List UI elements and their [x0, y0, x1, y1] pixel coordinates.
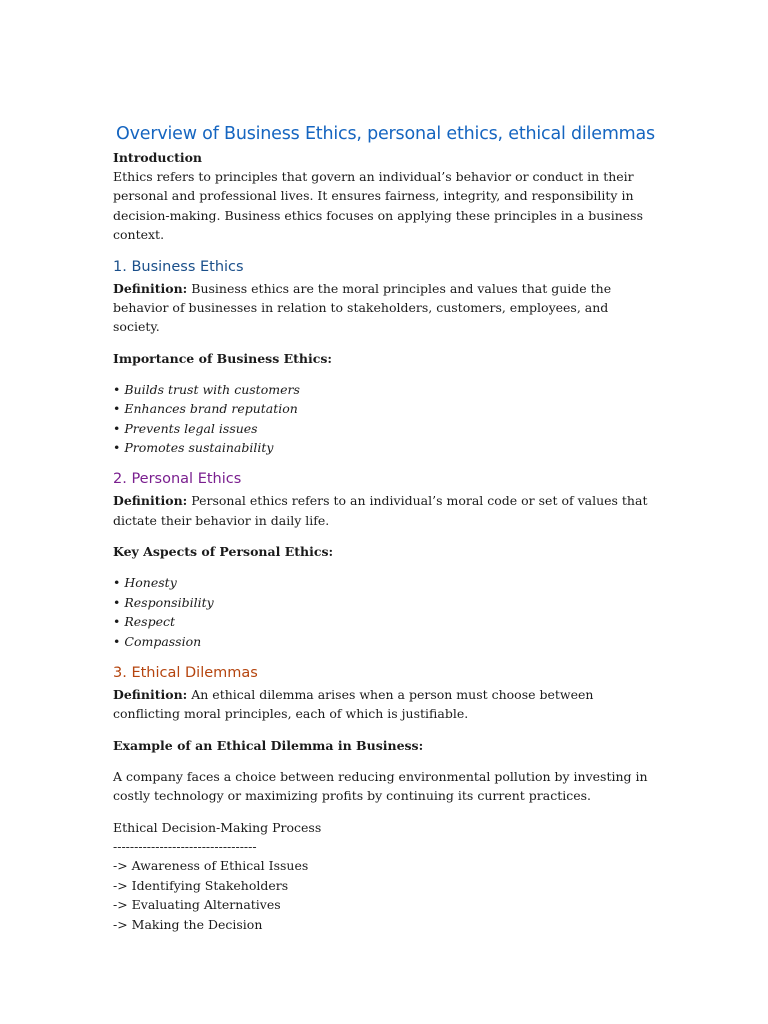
- list-item: [113, 573, 658, 592]
- list-item-text: Compassion: [124, 633, 202, 649]
- process-step: -> Awareness of Ethical Issues: [113, 858, 309, 874]
- document-title: Overview of Business Ethics, personal ethics, ethical dilemmas: [116, 124, 655, 144]
- process-divider: ----------------------------------: [113, 838, 257, 854]
- bullet-icon: •: [113, 614, 121, 630]
- personal-ethics-definition: [113, 491, 658, 530]
- list-item: [113, 593, 658, 612]
- bullet-icon: •: [113, 381, 121, 397]
- personal-ethics-list: [113, 573, 658, 651]
- list-item-text: Respect: [124, 614, 176, 630]
- process-step: -> Identifying Stakeholders: [113, 877, 289, 893]
- list-item-text: Promotes sustainability: [124, 440, 274, 456]
- business-ethics-list: [113, 380, 658, 458]
- definition-label: Definition:: [113, 493, 188, 509]
- ethical-dilemma-example-text: A company faces a choice between reducing environmental pollution by investing in costly technology or maximizing profits by continuing its current practices.: [113, 768, 648, 804]
- list-item-text: Prevents legal issues: [124, 420, 258, 436]
- list-item-text: Enhances brand reputation: [124, 401, 298, 417]
- list-item-text: Builds trust with customers: [124, 381, 300, 397]
- process-step: -> Evaluating Alternatives: [113, 897, 281, 913]
- ethical-dilemma-example-subheading: Example of an Ethical Dilemma in Business:: [113, 737, 424, 753]
- list-item-text: Honesty: [124, 575, 177, 591]
- definition-label: Definition:: [113, 280, 188, 296]
- bullet-icon: •: [113, 575, 121, 591]
- document-page: [113, 124, 658, 934]
- list-item-text: Responsibility: [124, 594, 214, 610]
- list-item: [113, 380, 658, 399]
- section-heading-business-ethics: 1. Business Ethics: [113, 258, 244, 275]
- list-item: [113, 419, 658, 438]
- business-ethics-subheading: Importance of Business Ethics:: [113, 350, 332, 366]
- definition-text: Personal ethics refers to an individual’s moral code or set of values that dictate their behavior in daily life.: [113, 493, 648, 528]
- bullet-icon: •: [113, 440, 121, 456]
- personal-ethics-subheading: Key Aspects of Personal Ethics:: [113, 544, 334, 560]
- list-item: [113, 632, 658, 651]
- intro-heading: Introduction: [113, 150, 203, 165]
- bullet-icon: •: [113, 594, 121, 610]
- process-title: Ethical Decision-Making Process: [113, 819, 322, 835]
- list-item: [113, 438, 658, 457]
- bullet-icon: •: [113, 633, 121, 649]
- list-item: [113, 612, 658, 631]
- bullet-icon: •: [113, 401, 121, 417]
- business-ethics-definition: [113, 279, 658, 337]
- section-heading-personal-ethics: 2. Personal Ethics: [113, 471, 242, 488]
- definition-text: Business ethics are the moral principles and values that guide the behavior of businesses in relation to stakeholders, customers, employees, and society.: [113, 280, 612, 335]
- definition-label: Definition:: [113, 686, 188, 702]
- bullet-icon: •: [113, 420, 121, 436]
- definition-text: An ethical dilemma arises when a person must choose between conflicting moral principles, each of which is justifiable.: [113, 686, 594, 722]
- intro-paragraph: Ethics refers to principles that govern an individual’s behavior or conduct in their personal and professional lives. It ensures fairness, integrity, and responsibility in decision-making. Business ethics focuses on applying these principles in a business context.: [113, 169, 643, 243]
- ethical-dilemmas-definition: [113, 685, 658, 724]
- process-step: -> Making the Decision: [113, 916, 263, 932]
- list-item: [113, 399, 658, 418]
- section-heading-ethical-dilemmas: 3. Ethical Dilemmas: [113, 664, 258, 681]
